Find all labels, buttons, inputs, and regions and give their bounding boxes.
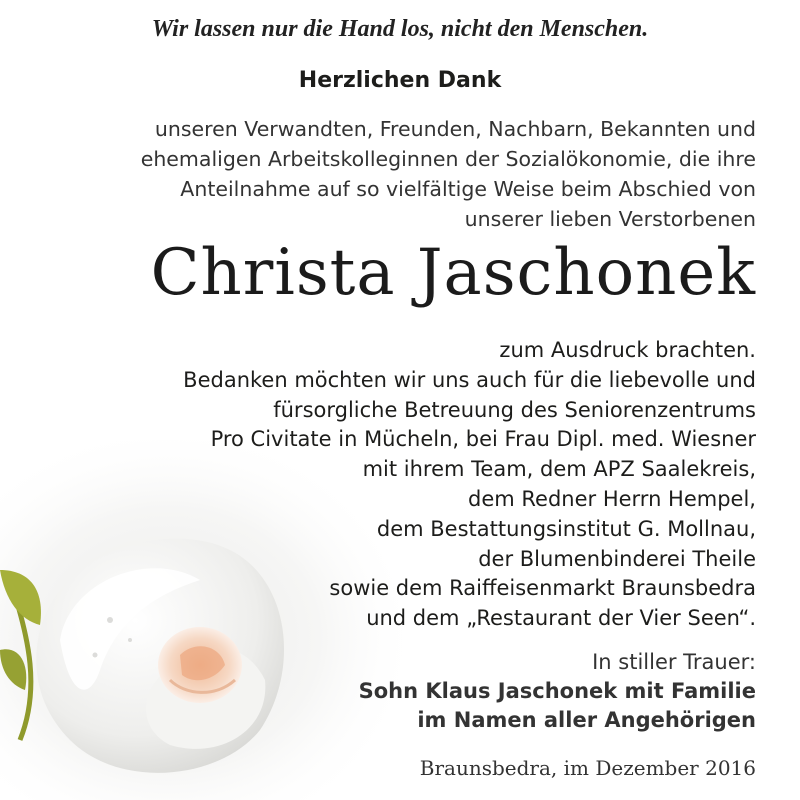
thanks-line: sowie dem Raiffeisenmarkt Braunsbedra <box>329 576 756 601</box>
thanks-text <box>183 336 756 634</box>
intro-line: ehemaligen Arbeitskolleginnen der Sozialökonomie, die ihre <box>140 147 756 171</box>
place-and-date: Braunsbedra, im Dezember 2016 <box>419 756 756 780</box>
thanks-line: Bedanken möchten wir uns auch für die liebevolle und <box>183 367 756 392</box>
deceased-name: Christa Jaschonek <box>150 236 756 310</box>
thanks-line: zum Ausdruck brachten. <box>499 338 756 362</box>
thanks-line: und dem „Restaurant der Vier Seen“. <box>366 606 756 631</box>
thanks-line: dem Bestattungsinstitut G. Mollnau, <box>376 516 756 541</box>
intro-line: unseren Verwandten, Freunden, Nachbarn, Bekannten und <box>154 117 756 141</box>
thanks-line: Pro Civitate in Mücheln, bei Frau Dipl. med. Wiesner <box>210 427 756 452</box>
intro-line: unserer lieben Verstorbenen <box>464 207 756 231</box>
thanks-line: mit ihrem Team, dem APZ Saalekreis, <box>362 457 756 482</box>
signatory-line: Sohn Klaus Jaschonek mit Familie <box>358 679 756 703</box>
thanks-line: der Blumenbinderei Theile <box>478 546 756 571</box>
mourning-label: In stiller Trauer: <box>592 650 756 674</box>
signatory-line: im Namen aller Angehörigen <box>417 708 756 732</box>
thanks-line: dem Redner Herrn Hempel, <box>468 486 756 511</box>
heading-thanks: Herzlichen Dank <box>298 68 502 93</box>
intro-line: Anteilnahme auf so vielfältige Weise beim Abschied von <box>180 177 756 201</box>
motto-quote: Wir lassen nur die Hand los, nicht den Menschen. <box>151 16 649 42</box>
intro-text <box>141 114 756 234</box>
thanks-line: fürsorgliche Betreuung des Seniorenzentrums <box>273 397 756 422</box>
mourning-block <box>359 648 756 735</box>
